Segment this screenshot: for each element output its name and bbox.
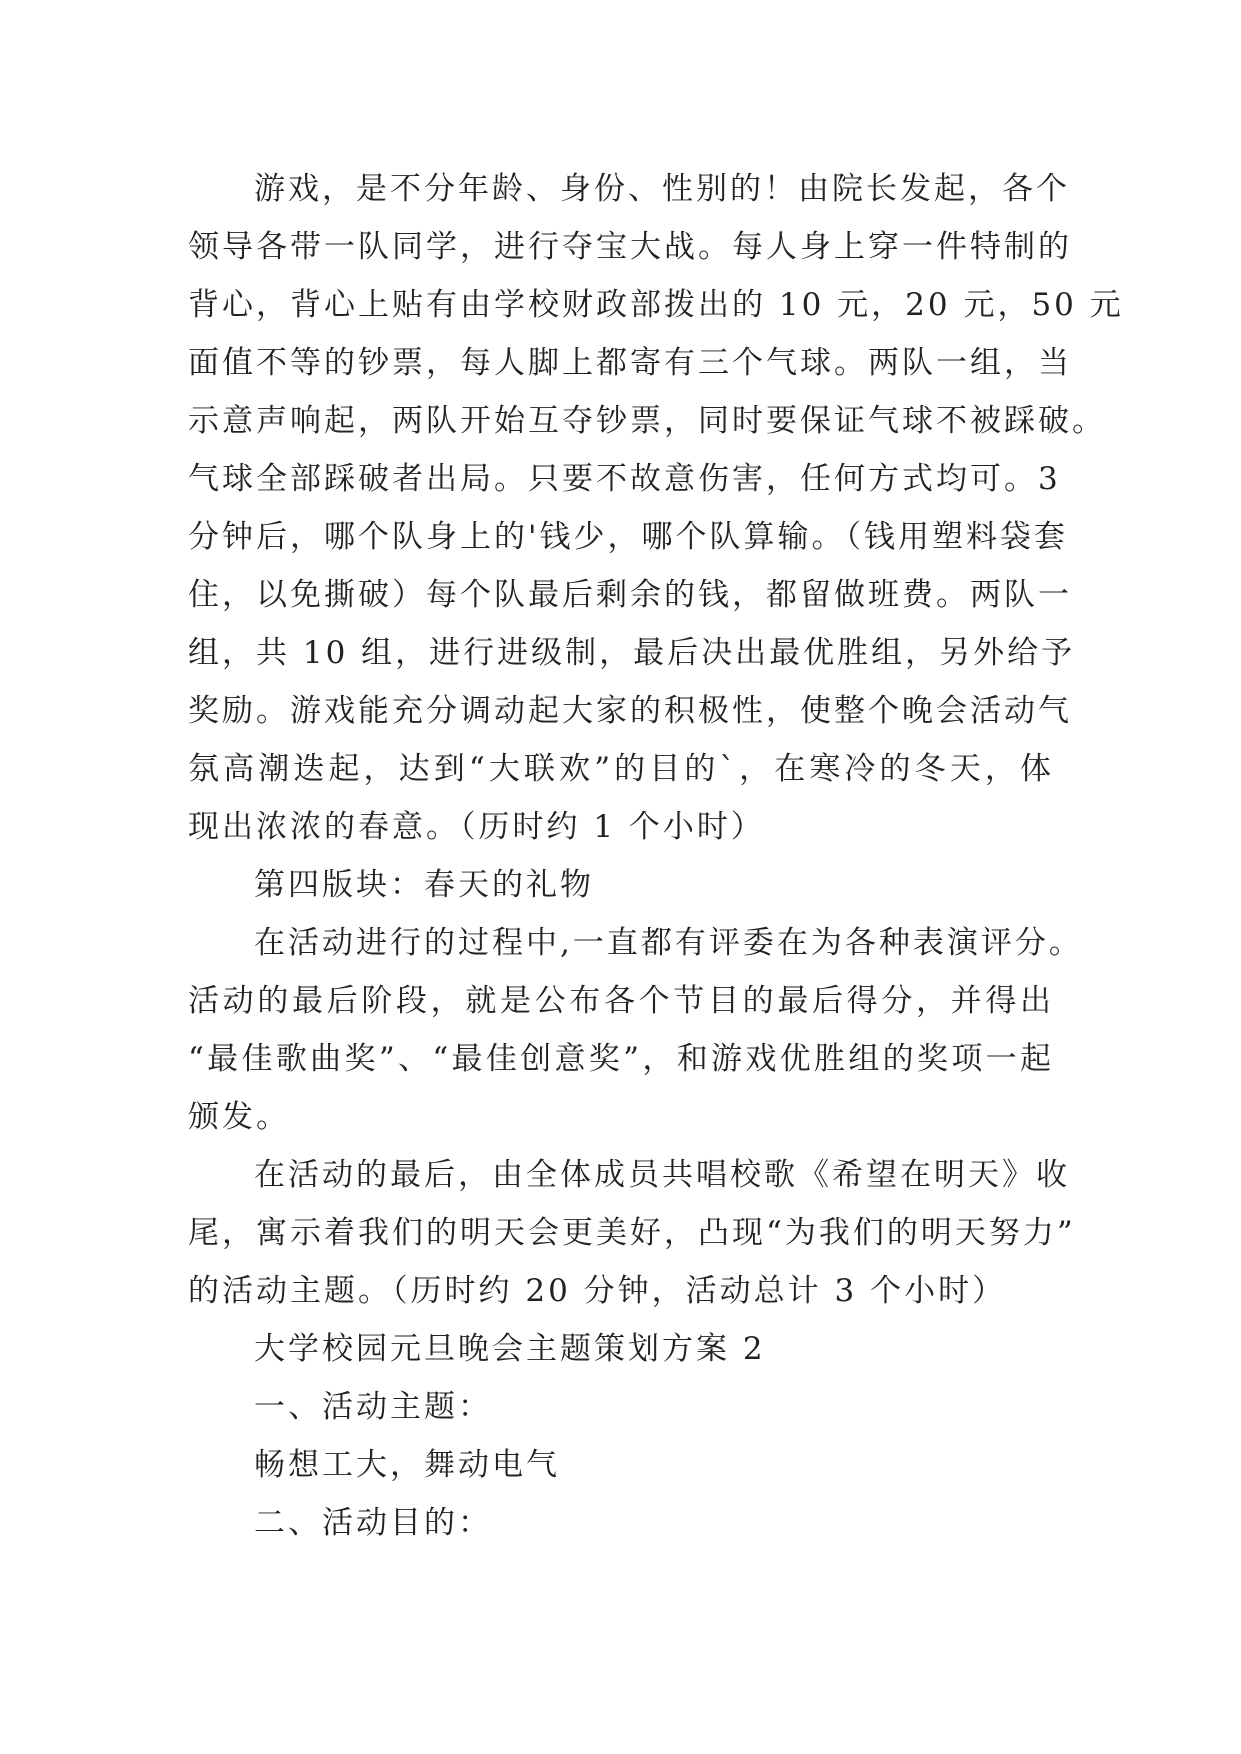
text-line: 在活动进行的过程中,一直都有评委在为各种表演评分。	[254, 925, 1083, 961]
document-page	[188, 160, 1124, 1552]
text-line: 活动的最后阶段，就是公布各个节目的最后得分，并得出	[188, 983, 1054, 1019]
text-line: 尾，寓示着我们的明天会更美好，凸现“为我们的明天努力”	[188, 1215, 1076, 1251]
text-line: “最佳歌曲奖”、“最佳创意奖”，和游戏优胜组的奖项一起	[188, 1041, 1054, 1077]
text-line: 现出浓浓的春意。（历时约 1 个小时）	[188, 809, 765, 845]
text-line: 气球全部踩破者出局。只要不故意伤害，任何方式均可。3	[188, 461, 1061, 497]
text-line: 在活动的最后，由全体成员共唱校歌《希望在明天》收	[254, 1157, 1070, 1193]
text-line: 游戏，是不分年龄、身份、性别的！由院长发起，各个	[254, 171, 1070, 207]
text-line: 畅想工大，舞动电气	[254, 1447, 560, 1483]
section-heading: 一、活动主题：	[254, 1389, 492, 1425]
text-line: 住，以免撕破）每个队最后剩余的钱，都留做班费。两队一	[188, 577, 1072, 613]
section-heading: 第四版块：春天的礼物	[254, 867, 594, 903]
text-line: 颁发。	[188, 1099, 290, 1135]
text-line: 领导各带一队同学，进行夺宝大战。每人身上穿一件特制的	[188, 229, 1072, 265]
text-line: 组，共 10 组，进行进级制，最后决出最优胜组，另外给予	[188, 635, 1076, 671]
document-title: 大学校园元旦晚会主题策划方案 2	[254, 1331, 766, 1367]
text-line: 分钟后，哪个队身上的'钱少，哪个队算输。（钱用塑料袋套	[188, 519, 1069, 555]
text-line: 示意声响起，两队开始互夺钞票，同时要保证气球不被踩破。	[188, 403, 1106, 439]
section-heading: 二、活动目的：	[254, 1505, 492, 1541]
text-line: 的活动主题。（历时约 20 分钟，活动总计 3 个小时）	[188, 1273, 1007, 1309]
text-line: 背心，背心上贴有由学校财政部拨出的 10 元，20 元，50 元	[188, 287, 1124, 323]
text-line: 奖励。游戏能充分调动起大家的积极性，使整个晚会活动气	[188, 693, 1072, 729]
text-line: 面值不等的钞票，每人脚上都寄有三个气球。两队一组，当	[188, 345, 1072, 381]
text-line: 氛高潮迭起，达到“大联欢”的目的`，在寒冷的冬天，体	[188, 751, 1054, 787]
